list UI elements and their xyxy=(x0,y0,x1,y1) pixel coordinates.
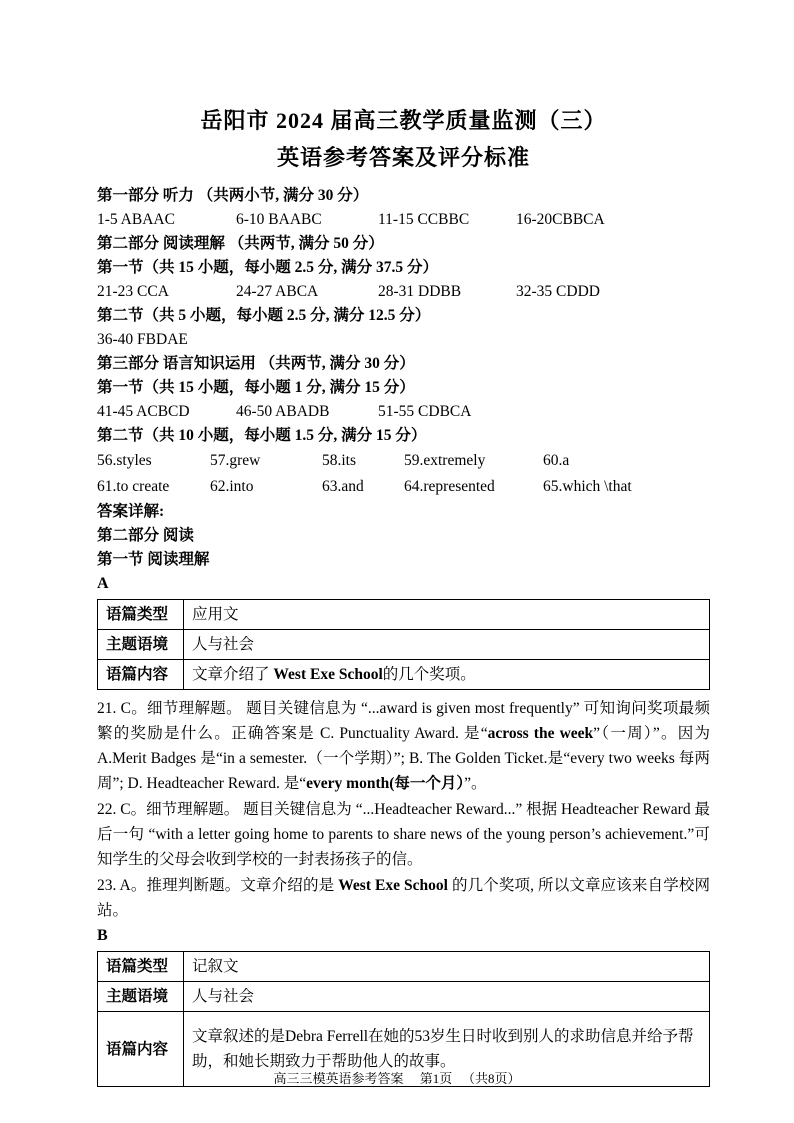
table-row xyxy=(98,952,710,982)
part3-section2-answer-row-2 xyxy=(97,474,710,500)
details-header: 答案详解: xyxy=(97,503,165,520)
row-value: 记叙文 xyxy=(184,952,710,982)
passage-b-info-table xyxy=(97,951,710,1087)
row-label: 主题语境 xyxy=(98,982,184,1012)
part2-header: 第二部分 阅读理解 （共两节, 满分 50 分） xyxy=(97,235,384,252)
table-row xyxy=(98,982,710,1012)
answer-range: 32-35 CDDD xyxy=(516,283,600,300)
answer-range: 36-40 FBDAE xyxy=(97,331,188,348)
row-value: 文章介绍了 West Exe School的几个奖项。 xyxy=(184,660,710,690)
row-value: 人与社会 xyxy=(184,982,710,1012)
part1-answer-row xyxy=(97,208,710,232)
part3-section2-answer-row-1 xyxy=(97,448,710,474)
document-subtitle: 英语参考答案及评分标准 xyxy=(276,145,530,170)
answer-item: 63.and xyxy=(322,478,364,495)
part3-header: 第三部分 语言知识运用 （共两节, 满分 30 分） xyxy=(97,355,415,372)
answer-item: 58.its xyxy=(322,452,357,469)
answer-range: 21-23 CCA xyxy=(97,283,169,300)
answer-range: 16-20CBBCA xyxy=(516,211,605,228)
answer-item: 61.to create xyxy=(97,478,170,495)
details-part2-label: 第二部分 阅读 xyxy=(97,527,194,544)
part2-section1-answer-row xyxy=(97,280,710,304)
row-label: 语篇内容 xyxy=(98,660,184,690)
part3-section2-header: 第二节（共 10 小题，每小题 1.5 分, 满分 15 分） xyxy=(97,427,427,444)
passage-a-label: A xyxy=(97,575,109,592)
row-value: 文章叙述的是Debra Ferrell在她的53岁生日时收到别人的求助信息并给予帮助，和她长期致力于帮助他人的故事。 xyxy=(184,1012,710,1087)
passage-b-label: B xyxy=(97,927,108,944)
explanation-23: 23. A。推理判断题。文章介绍的是 West Exe School 的几个奖项, 所以文章应该来自学校网站。 xyxy=(97,877,710,919)
part2-section2-header: 第二节（共 5 小题，每小题 2.5 分, 满分 12.5 分） xyxy=(97,307,431,324)
row-label: 主题语境 xyxy=(98,630,184,660)
answer-range: 24-27 ABCA xyxy=(236,283,319,300)
page-footer: 高三三模英语参考答案 第1页 （共8页） xyxy=(273,1071,521,1086)
answer-range: 6-10 BAABC xyxy=(236,211,322,228)
document-title: 岳阳市 2024 届高三教学质量监测（三） xyxy=(200,108,607,133)
row-label: 语篇类型 xyxy=(98,600,184,630)
explanation-22: 22. C。细节理解题。 题目关键信息为 “...Headteacher Reward...” 根据 Headteacher Reward 最后一句 “with a letter going home to parents to share news of the young person’s achievement.”可知学生的父母会收到学校的一封表扬孩子的信。 xyxy=(97,801,710,868)
explanation-21: 21. C。细节理解题。 题目关键信息为 “...award is given most frequently” 可知询问奖项最频繁的奖励是什么。正确答案是 C. Punctuality Award. 是“across the week”（一周）”。因为 A.Merit Badges 是“in a semester.（一个学期）”; B. The Golden Ticket.是“every two weeks 每两周”; D. Headteacher Reward. 是“every month(每一个月）”。 xyxy=(97,700,710,792)
table-row xyxy=(98,600,710,630)
row-label: 语篇内容 xyxy=(98,1012,184,1087)
details-section1-label: 第一节 阅读理解 xyxy=(97,551,210,568)
answer-range: 41-45 ACBCD xyxy=(97,403,190,420)
part1-header: 第一部分 听力 （共两小节, 满分 30 分） xyxy=(97,187,369,204)
passage-a-info-table xyxy=(97,599,710,690)
answer-range: 11-15 CCBBC xyxy=(378,211,470,228)
answer-item: 56.styles xyxy=(97,452,152,469)
answer-item: 62.into xyxy=(210,478,254,495)
answer-range: 51-55 CDBCA xyxy=(378,403,472,420)
answer-range: 1-5 ABAAC xyxy=(97,211,175,228)
answer-item: 65.which \that xyxy=(543,478,632,495)
row-value: 人与社会 xyxy=(184,630,710,660)
row-value: 应用文 xyxy=(184,600,710,630)
part3-section1-answer-row xyxy=(97,400,710,424)
part2-section2-answer-row xyxy=(97,328,710,352)
part3-section1-header: 第一节（共 15 小题，每小题 1 分, 满分 15 分） xyxy=(97,379,415,396)
answer-item: 57.grew xyxy=(210,452,261,469)
table-row xyxy=(98,660,710,690)
answer-range: 46-50 ABADB xyxy=(236,403,330,420)
answer-item: 60.a xyxy=(543,452,570,469)
answer-item: 59.extremely xyxy=(404,452,486,469)
answer-item: 64.represented xyxy=(404,478,495,495)
table-row xyxy=(98,630,710,660)
row-label: 语篇类型 xyxy=(98,952,184,982)
part2-section1-header: 第一节（共 15 小题，每小题 2.5 分, 满分 37.5 分） xyxy=(97,259,439,276)
answer-range: 28-31 DDBB xyxy=(378,283,462,300)
